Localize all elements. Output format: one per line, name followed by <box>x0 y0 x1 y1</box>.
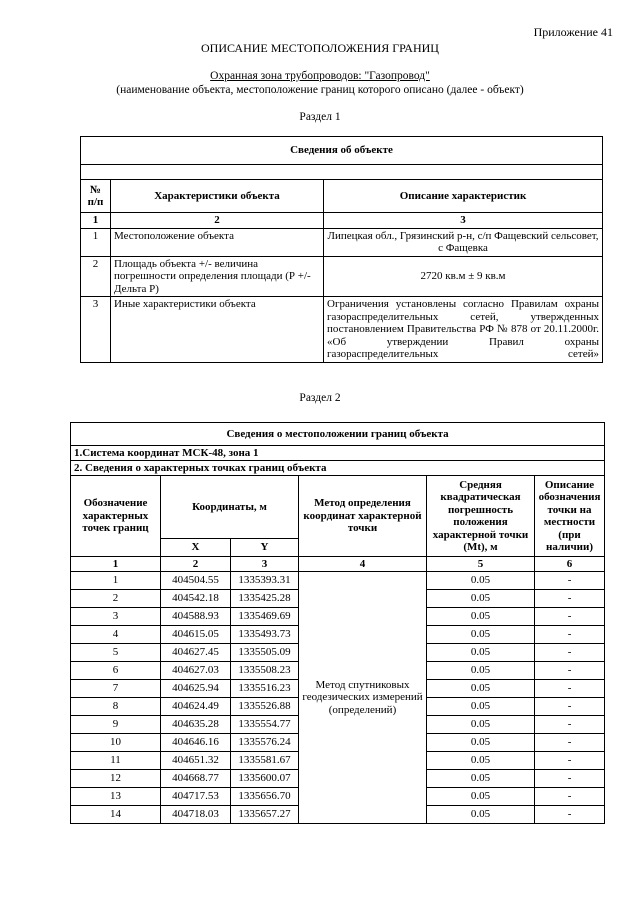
point-error: 0.05 <box>427 644 535 662</box>
point-number: 1 <box>71 572 161 590</box>
point-number: 9 <box>71 716 161 734</box>
row-characteristic: Местоположение объекта <box>111 228 324 256</box>
point-mark: - <box>535 572 605 590</box>
point-mark: - <box>535 770 605 788</box>
point-error: 0.05 <box>427 608 535 626</box>
point-error: 0.05 <box>427 680 535 698</box>
index-cell: 2 <box>161 557 231 572</box>
point-mark: - <box>535 626 605 644</box>
object-info-title: Сведения об объекте <box>81 137 603 165</box>
point-y: 1335600.07 <box>231 770 299 788</box>
row-number: 3 <box>81 297 111 363</box>
point-y: 1335469.69 <box>231 608 299 626</box>
point-y: 1335516.23 <box>231 680 299 698</box>
point-mark: - <box>535 698 605 716</box>
point-y: 1335526.88 <box>231 698 299 716</box>
index-cell: 4 <box>299 557 427 572</box>
col-header-mark: Описание обозначения точки на местности (при наличии) <box>535 476 605 557</box>
point-x: 404717.53 <box>161 788 231 806</box>
point-mark: - <box>535 590 605 608</box>
point-y: 1335576.24 <box>231 734 299 752</box>
index-cell: 1 <box>71 557 161 572</box>
index-cell: 1 <box>81 213 111 229</box>
point-mark: - <box>535 608 605 626</box>
row-number: 2 <box>81 256 111 297</box>
point-number: 12 <box>71 770 161 788</box>
point-mark: - <box>535 716 605 734</box>
point-number: 14 <box>71 806 161 824</box>
point-x: 404651.32 <box>161 752 231 770</box>
col-header-coords: Координаты, м <box>161 476 299 539</box>
point-y: 1335493.73 <box>231 626 299 644</box>
col-header-x: X <box>161 539 231 557</box>
row-description: 2720 кв.м ± 9 кв.м <box>324 256 603 297</box>
point-x: 404646.16 <box>161 734 231 752</box>
table-row <box>71 572 605 590</box>
point-y: 1335656.70 <box>231 788 299 806</box>
appendix-label: Приложение 41 <box>533 25 613 39</box>
boundary-table-title: Сведения о местоположении границ объекта <box>71 423 605 446</box>
point-error: 0.05 <box>427 698 535 716</box>
row-description: Ограничения установлены согласно Правилам охраны газораспределительных сетей, утвержденных постановлением Правительства РФ № 878 от 20.11.2000г. «Об утверждении Правил охраны газораспределительных сетей» <box>324 297 603 363</box>
index-row <box>71 557 605 572</box>
col-header-point: Обозначение характерных точек границ <box>71 476 161 557</box>
section1-heading: Раздел 1 <box>299 111 341 123</box>
point-error: 0.05 <box>427 752 535 770</box>
point-x: 404615.05 <box>161 626 231 644</box>
index-row <box>81 213 603 229</box>
point-number: 13 <box>71 788 161 806</box>
point-error: 0.05 <box>427 806 535 824</box>
point-mark: - <box>535 788 605 806</box>
point-error: 0.05 <box>427 662 535 680</box>
point-number: 8 <box>71 698 161 716</box>
point-number: 4 <box>71 626 161 644</box>
point-mark: - <box>535 680 605 698</box>
col-header-y: Y <box>231 539 299 557</box>
point-x: 404588.93 <box>161 608 231 626</box>
boundary-points-body <box>71 572 605 824</box>
index-cell: 6 <box>535 557 605 572</box>
object-info-row <box>81 228 603 256</box>
point-mark: - <box>535 644 605 662</box>
point-number: 3 <box>71 608 161 626</box>
section2-heading: Раздел 2 <box>299 392 341 404</box>
point-mark: - <box>535 806 605 824</box>
point-number: 6 <box>71 662 161 680</box>
point-error: 0.05 <box>427 590 535 608</box>
object-info-row <box>81 256 603 297</box>
boundary-points-table <box>70 422 605 824</box>
point-y: 1335581.67 <box>231 752 299 770</box>
point-x: 404718.03 <box>161 806 231 824</box>
object-name: Охранная зона трубопроводов: "Газопровод" <box>210 70 430 82</box>
row-number: 1 <box>81 228 111 256</box>
point-number: 10 <box>71 734 161 752</box>
point-error: 0.05 <box>427 626 535 644</box>
point-mark: - <box>535 662 605 680</box>
index-cell: 5 <box>427 557 535 572</box>
point-x: 404504.55 <box>161 572 231 590</box>
point-number: 2 <box>71 590 161 608</box>
point-y: 1335425.28 <box>231 590 299 608</box>
col-header-description: Описание характеристик <box>324 180 603 213</box>
point-x: 404625.94 <box>161 680 231 698</box>
point-x: 404668.77 <box>161 770 231 788</box>
object-description: (наименование объекта, местоположение границ которого описано (далее - объект) <box>116 84 524 96</box>
point-error: 0.05 <box>427 788 535 806</box>
point-y: 1335508.23 <box>231 662 299 680</box>
col-header-error: Средняя квадратическая погрешность положения характерной точки (Mt), м <box>427 476 535 557</box>
index-cell: 3 <box>324 213 603 229</box>
point-number: 11 <box>71 752 161 770</box>
point-number: 7 <box>71 680 161 698</box>
index-cell: 3 <box>231 557 299 572</box>
point-y: 1335554.77 <box>231 716 299 734</box>
point-error: 0.05 <box>427 572 535 590</box>
method-cell: Метод спутниковых геодезических измерений (определений) <box>299 572 427 824</box>
point-x: 404627.45 <box>161 644 231 662</box>
point-x: 404542.18 <box>161 590 231 608</box>
point-x: 404635.28 <box>161 716 231 734</box>
blank-row <box>81 165 603 180</box>
object-info-body <box>81 228 603 362</box>
row-description: Липецкая обл., Грязинский р-н, с/п Фащевский сельсовет, с Фащевка <box>324 228 603 256</box>
point-mark: - <box>535 752 605 770</box>
point-y: 1335393.31 <box>231 572 299 590</box>
point-error: 0.05 <box>427 734 535 752</box>
row-characteristic: Площадь объекта +/- величина погрешности определения площади (Р +/- Дельта Р) <box>111 256 324 297</box>
point-x: 404624.49 <box>161 698 231 716</box>
object-info-row <box>81 297 603 363</box>
col-header-characteristic: Характеристики объекта <box>111 180 324 213</box>
point-error: 0.05 <box>427 716 535 734</box>
document-title: ОПИСАНИЕ МЕСТОПОЛОЖЕНИЯ ГРАНИЦ <box>201 41 439 55</box>
coordinate-system: 1.Система координат МСК-48, зона 1 <box>71 446 605 461</box>
index-cell: 2 <box>111 213 324 229</box>
col-header-method: Метод определения координат характерной точки <box>299 476 427 557</box>
point-mark: - <box>535 734 605 752</box>
point-number: 5 <box>71 644 161 662</box>
points-title: 2. Сведения о характерных точках границ объекта <box>71 461 605 476</box>
point-y: 1335505.09 <box>231 644 299 662</box>
point-error: 0.05 <box>427 770 535 788</box>
point-x: 404627.03 <box>161 662 231 680</box>
col-header-num: № п/п <box>81 180 111 213</box>
row-characteristic: Иные характеристики объекта <box>111 297 324 363</box>
point-y: 1335657.27 <box>231 806 299 824</box>
object-info-table <box>80 136 603 363</box>
